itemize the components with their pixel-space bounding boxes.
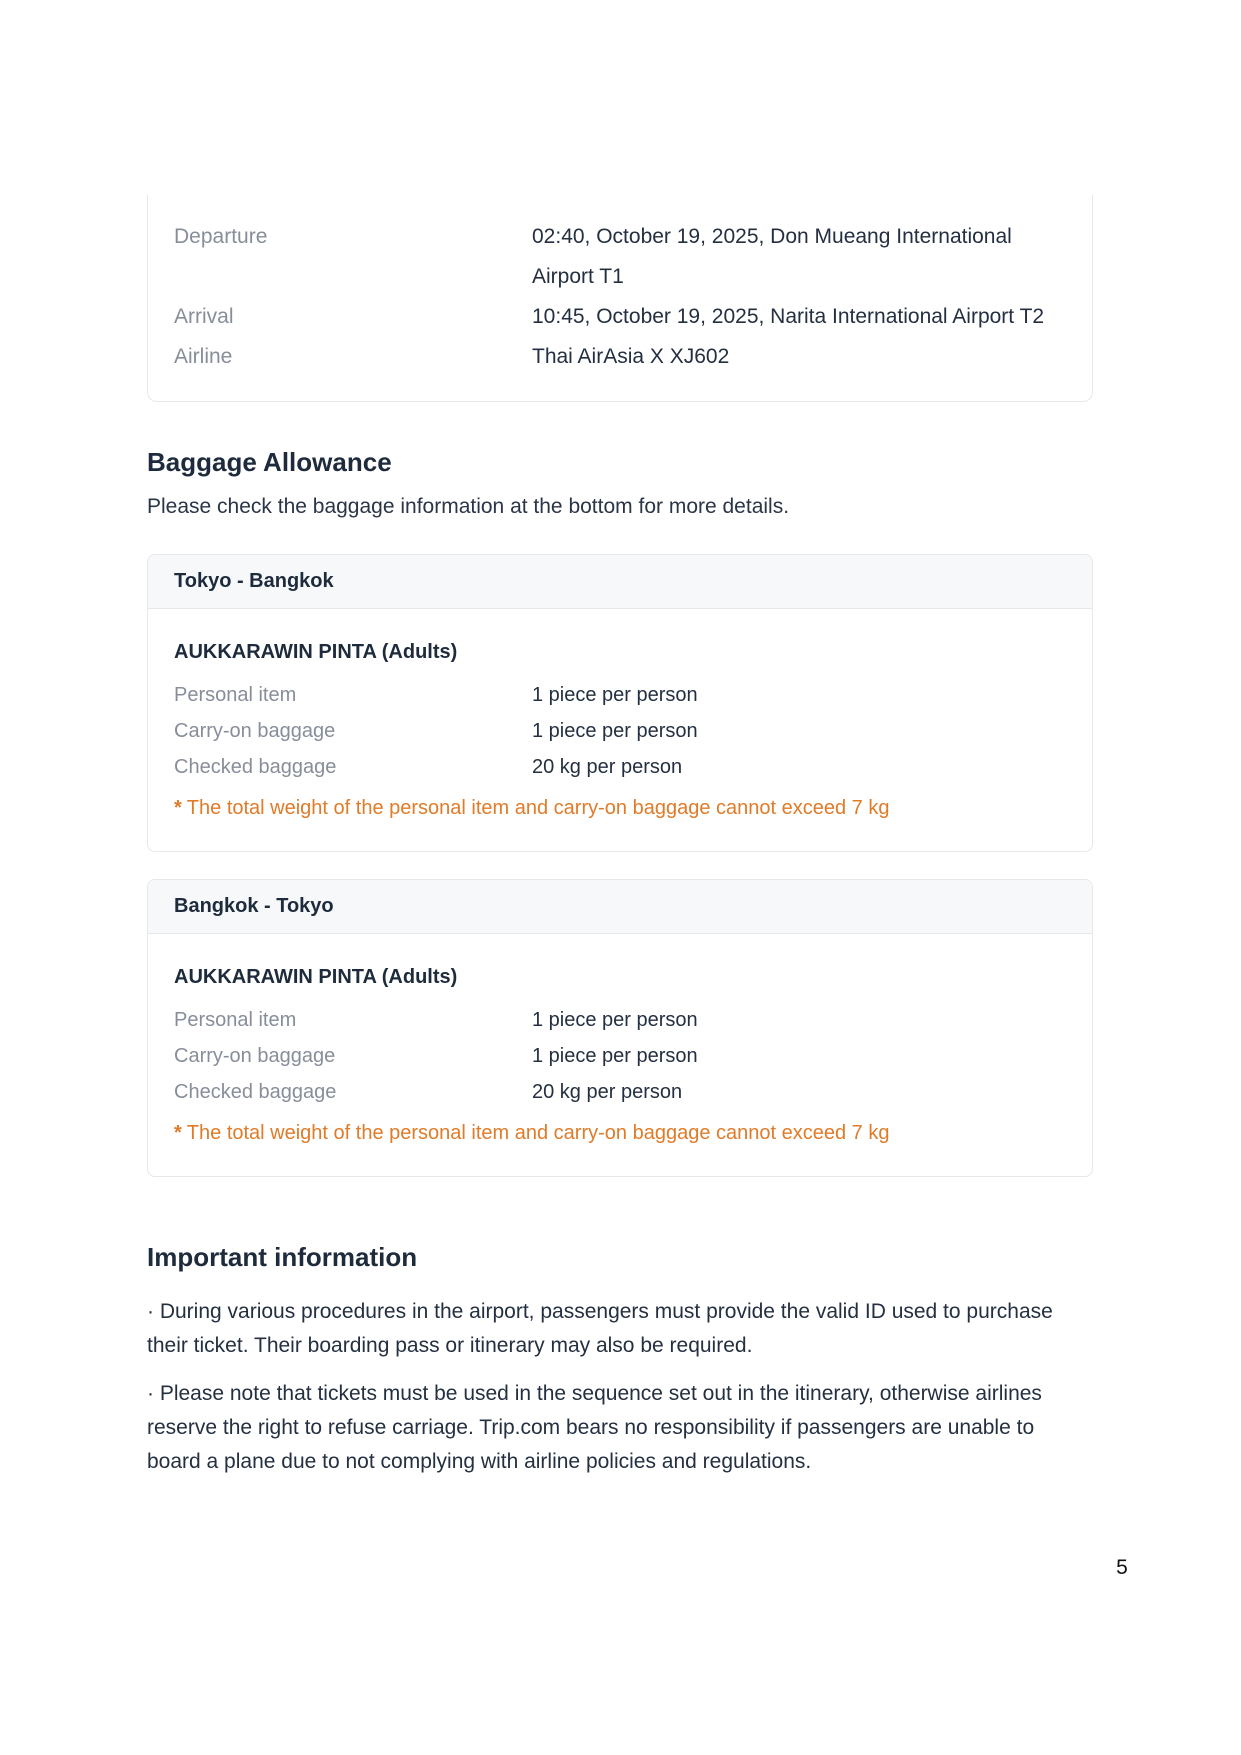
checked-label: Checked baggage [174,756,337,778]
airline-value: Thai AirAsia X XJ602 [532,345,730,368]
allowance-row-checked [174,749,1066,785]
note-asterisk: * [174,1122,182,1144]
departure-value: 02:40, October 19, 2025, Don Mueang International Airport T1 [532,225,1012,288]
page-content [147,0,1093,1479]
card-body [148,934,1092,1176]
allowance-row-carry-on [174,1038,1066,1074]
route-header: Bangkok - Tokyo [148,880,1092,934]
note-text: The total weight of the personal item and carry-on baggage cannot exceed 7 kg [186,1122,890,1144]
table-row-arrival [174,297,1066,337]
carry-on-value: 1 piece per person [532,1045,698,1067]
passenger-name: AUKKARAWIN PINTA (Adults) [174,641,458,663]
baggage-allowance-subtitle: Please check the baggage information at the bottom for more details. [147,495,790,518]
carry-on-label: Carry-on baggage [174,720,336,742]
weight-limit-note [174,795,1066,821]
note-text: The total weight of the personal item and carry-on baggage cannot exceed 7 kg [186,797,890,819]
passenger-name: AUKKARAWIN PINTA (Adults) [174,966,458,988]
checked-value: 20 kg per person [532,1081,683,1103]
checked-value: 20 kg per person [532,756,683,778]
airline-label: Airline [174,345,233,368]
baggage-allowance-heading: Baggage Allowance [147,447,392,477]
table-row-airline [174,337,1066,377]
arrival-value: 10:45, October 19, 2025, Narita International Airport T2 [532,305,1045,328]
allowance-row-checked [174,1074,1066,1110]
carry-on-value: 1 piece per person [532,720,698,742]
allowance-row-carry-on [174,713,1066,749]
baggage-card-bangkok-tokyo [147,879,1093,1177]
checked-label: Checked baggage [174,1081,337,1103]
allowance-row-personal-item [174,1002,1066,1038]
important-info-paragraph-2: · Please note that tickets must be used in the sequence set out in the itinerary, otherwise airlines reserve the right to refuse carriage. Trip.com bears no responsibility if passengers are unable to board a plane due to not complying with airline policies and regulations. [147,1382,1042,1473]
card-body [148,609,1092,851]
departure-label: Departure [174,225,268,248]
personal-item-value: 1 piece per person [532,1009,698,1031]
note-asterisk: * [174,797,182,819]
personal-item-label: Personal item [174,1009,297,1031]
table-row-departure [174,217,1066,297]
allowance-row-personal-item [174,677,1066,713]
important-info-paragraph-1: · During various procedures in the airport, passengers must provide the valid ID used to purchase their ticket. Their boarding pass or itinerary may also be required. [147,1300,1053,1357]
personal-item-label: Personal item [174,684,297,706]
carry-on-label: Carry-on baggage [174,1045,336,1067]
arrival-label: Arrival [174,305,234,328]
weight-limit-note [174,1120,1066,1146]
flight-details-table [147,195,1093,402]
page-number: 5 [1116,1556,1128,1579]
important-information-heading: Important information [147,1242,418,1272]
personal-item-value: 1 piece per person [532,684,698,706]
baggage-card-tokyo-bangkok [147,554,1093,852]
route-header: Tokyo - Bangkok [148,555,1092,609]
